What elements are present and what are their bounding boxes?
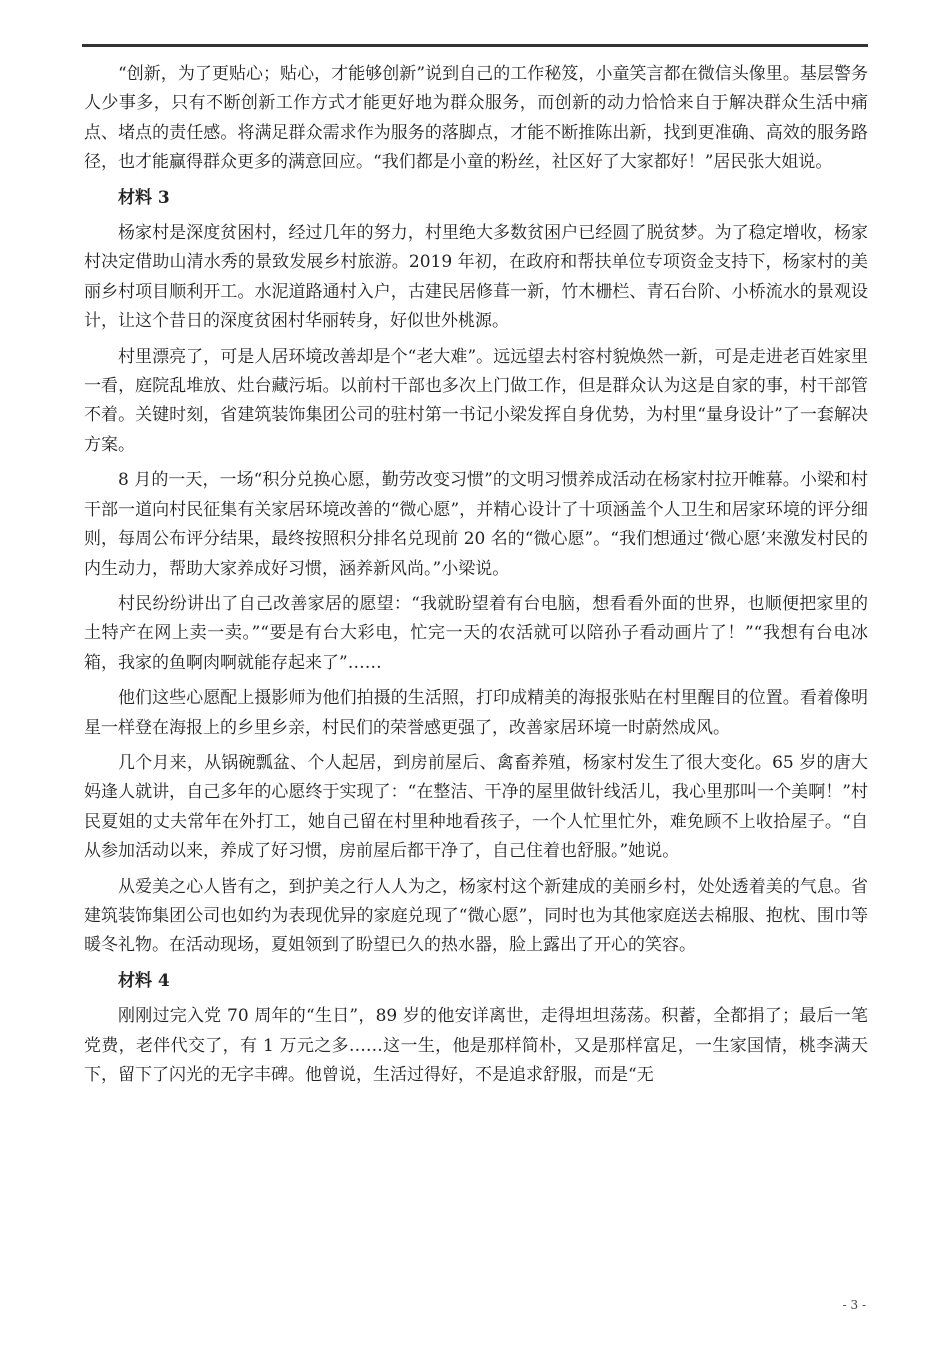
section-heading-material-3: 材料 3	[118, 187, 170, 208]
paragraph: 8 月的一天，一场“积分兑换心愿，勤劳改变习惯”的文明习惯养成活动在杨家村拉开帷幕。小梁和村干部一道向村民征集有关家居环境改善的“微心愿”，并精心设计了十项涵盖个人卫生和居家环境的评分细则，每周公布评分结果，最终按照积分排名兑现前 20 名的“微心愿”。“我们想通过‘微心愿’来激发村民的内生动力，帮助大家养成好习惯，涵养新风尚。”小梁说。	[84, 470, 868, 579]
header-rule	[82, 44, 868, 47]
paragraph: “创新，为了更贴心；贴心，才能够创新”说到自己的工作秘笈，小童笑言都在微信头像里。基层警务人少事多，只有不断创新工作方式才能更好地为群众服务，而创新的动力恰恰来自于解决群众生活中痛点、堵点的责任感。将满足群众需求作为服务的落脚点，才能不断推陈出新，找到更准确、高效的服务路径，也才能赢得群众更多的满意回应。“我们都是小童的粉丝，社区好了大家都好！”居民张大姐说。	[84, 64, 868, 173]
document-body	[84, 60, 868, 1096]
paragraph: 村民纷纷讲出了自己改善家居的愿望：“我就盼望着有台电脑，想看看外面的世界，也顺便把家里的土特产在网上卖一卖。”“要是有台大彩电，忙完一天的农活就可以陪孙子看动画片了！”“我想有台电冰箱，我家的鱼啊肉啊就能存起来了”……	[84, 593, 868, 673]
paragraph: 刚刚过完入党 70 周年的“生日”，89 岁的他安详离世，走得坦坦荡荡。积蓄，全都捐了；最后一笔党费，老伴代交了，有 1 万元之多……这一生，他是那样简朴，又是那样富足，一生家国情，桃李满天下，留下了闪光的无字丰碑。他曾说，生活过得好，不是追求舒服，而是“无	[84, 1006, 868, 1085]
paragraph: 几个月来，从锅碗瓢盆、个人起居，到房前屋后、禽畜养殖，杨家村发生了很大变化。65 岁的唐大妈逢人就讲，自己多年的心愿终于实现了：“在整洁、干净的屋里做针线活儿，我心里那叫一个美啊！”村民夏姐的丈夫常年在外打工，她自己留在村里种地看孩子，一个人忙里忙外，难免顾不上收拾屋子。“自从参加活动以来，养成了好习惯，房前屋后都干净了，自己住着也舒服。”她说。	[84, 752, 868, 862]
section-heading-material-4: 材料 4	[118, 970, 170, 991]
paragraph: 村里漂亮了，可是人居环境改善却是个“老大难”。远远望去村容村貌焕然一新，可是走进老百姓家里一看，庭院乱堆放、灶台藏污垢。以前村干部也多次上门做工作，但是群众认为这是自家的事，村干部管不着。关键时刻，省建筑装饰集团公司的驻村第一书记小梁发挥自身优势，为村里“量身设计”了一套解决方案。	[84, 346, 868, 455]
paragraph: 他们这些心愿配上摄影师为他们拍摄的生活照，打印成精美的海报张贴在村里醒目的位置。看着像明星一样登在海报上的乡里乡亲，村民们的荣誉感更强了，改善家居环境一时蔚然成风。	[84, 688, 868, 738]
paragraph: 从爱美之心人皆有之，到护美之行人人为之，杨家村这个新建成的美丽乡村，处处透着美的气息。省建筑装饰集团公司也如约为表现优异的家庭兑现了“微心愿”，同时也为其他家庭送去棉服、抱枕、围巾等暖冬礼物。在活动现场，夏姐领到了盼望已久的热水器，脸上露出了开心的笑容。	[84, 876, 868, 956]
paragraph: 杨家村是深度贫困村，经过几年的努力，村里绝大多数贫困户已经圆了脱贫梦。为了稳定增收，杨家村决定借助山清水秀的景致发展乡村旅游。2019 年初，在政府和帮扶单位专项资金支持下，杨家村的美丽乡村项目顺利开工。水泥道路通村入户，古建民居修葺一新，竹木栅栏、青石台阶、小桥流水的景观设计，让这个昔日的深度贫困村华丽转身，好似世外桃源。	[84, 223, 868, 332]
page-number: - 3 -	[842, 1298, 866, 1312]
